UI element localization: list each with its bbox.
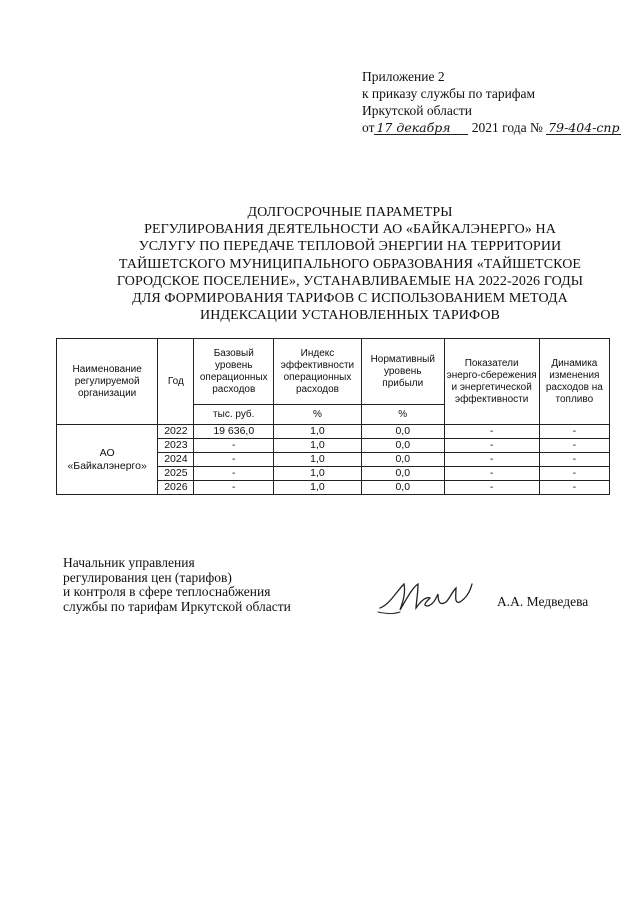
header-year: Год — [158, 339, 194, 425]
appendix-order-ref: к приказу службы по тарифам — [362, 86, 536, 101]
cell-index: 1,0 — [274, 453, 362, 467]
cell-energy: - — [444, 481, 539, 495]
date-prefix: от — [362, 120, 375, 135]
cell-year: 2024 — [158, 453, 194, 467]
table-header-row — [57, 339, 610, 405]
title-line: ДЛЯ ФОРМИРОВАНИЯ ТАРИФОВ С ИСПОЛЬЗОВАНИЕМ МЕТОДА — [132, 291, 568, 307]
document-title — [90, 204, 610, 324]
org-name-line: «Байкалэнерго» — [67, 459, 147, 472]
title-line: ИНДЕКСАЦИИ УСТАНОВЛЕННЫХ ТАРИФОВ — [200, 308, 500, 324]
unit-index: % — [274, 405, 362, 425]
cell-energy: - — [444, 439, 539, 453]
cell-profit: 0,0 — [361, 425, 444, 439]
cell-profit: 0,0 — [361, 467, 444, 481]
cell-index: 1,0 — [274, 425, 362, 439]
appendix-date-line — [362, 119, 622, 136]
appendix-region: Иркутской области — [362, 103, 473, 118]
cell-dynamics: - — [539, 467, 609, 481]
header-base: Базовый уровень операционных расходов — [194, 339, 274, 405]
title-line: РЕГУЛИРОВАНИЯ ДЕЯТЕЛЬНОСТИ АО «БАЙКАЛЭНЕРГО» НА — [144, 222, 556, 238]
title-line: УСЛУГУ ПО ПЕРЕДАЧЕ ТЕПЛОВОЙ ЭНЕРГИИ НА ТЕРРИТОРИИ — [138, 239, 562, 255]
cell-base: - — [194, 439, 274, 453]
signatory-position — [63, 556, 363, 614]
title-line: ТАЙШЕТСКОГО МУНИЦИПАЛЬНОГО ОБРАЗОВАНИЯ «ТАЙШЕТСКОЕ — [118, 256, 582, 272]
table-row — [57, 425, 610, 439]
cell-profit: 0,0 — [361, 481, 444, 495]
cell-index: 1,0 — [274, 439, 362, 453]
signatory-name: А.А. Медведева — [497, 594, 589, 609]
header-energy: Показатели энерго-сбережения и энергетической эффективности — [444, 339, 539, 425]
cell-year: 2023 — [158, 439, 194, 453]
cell-index: 1,0 — [274, 481, 362, 495]
cell-energy: - — [444, 467, 539, 481]
unit-base: тыс. руб. — [194, 405, 274, 425]
handwritten-day: 17 — [376, 120, 393, 135]
cell-base: - — [194, 467, 274, 481]
appendix-header — [362, 68, 622, 136]
position-line: регулирования цен (тарифов) — [63, 569, 232, 585]
position-line: службы по тарифам Иркутской области — [63, 598, 291, 614]
cell-dynamics: - — [539, 425, 609, 439]
position-line: и контроля в сфере теплоснабжения — [63, 584, 271, 599]
parameters-table — [56, 338, 610, 495]
cell-index: 1,0 — [274, 467, 362, 481]
cell-year: 2022 — [158, 425, 194, 439]
cell-dynamics: - — [539, 439, 609, 453]
cell-energy: - — [444, 425, 539, 439]
cell-year: 2025 — [158, 467, 194, 481]
cell-base: - — [194, 481, 274, 495]
handwritten-month: декабря — [394, 121, 468, 135]
position-line: Начальник управления — [63, 555, 195, 570]
header-dynamics: Динамика изменения расходов на топливо — [539, 339, 609, 425]
cell-base: - — [194, 453, 274, 467]
header-profit: Нормативный уровень прибыли — [361, 339, 444, 405]
org-name-cell — [57, 425, 158, 495]
header-index: Индекс эффективности операционных расходов — [274, 339, 362, 405]
cell-profit: 0,0 — [361, 439, 444, 453]
title-line: ГОРОДСКОЕ ПОСЕЛЕНИЕ», УСТАНАВЛИВАЕМЫЕ НА 2022-2026 ГОДЫ — [116, 273, 584, 289]
cell-base: 19 636,0 — [194, 425, 274, 439]
cell-dynamics: - — [539, 481, 609, 495]
handwritten-order-number: 79-404-спр — [548, 120, 620, 135]
date-year: 2021 года № — [471, 120, 543, 135]
cell-dynamics: - — [539, 453, 609, 467]
org-name-line: АО — [99, 446, 115, 459]
cell-energy: - — [444, 453, 539, 467]
header-org: Наименование регулируемой организации — [57, 339, 158, 425]
unit-profit: % — [361, 405, 444, 425]
title-line: ДОЛГОСРОЧНЫЕ ПАРАМЕТРЫ — [247, 205, 453, 220]
cell-year: 2026 — [158, 481, 194, 495]
cell-profit: 0,0 — [361, 453, 444, 467]
handwritten-signature-icon — [376, 574, 476, 620]
appendix-number: Приложение 2 — [362, 69, 445, 84]
